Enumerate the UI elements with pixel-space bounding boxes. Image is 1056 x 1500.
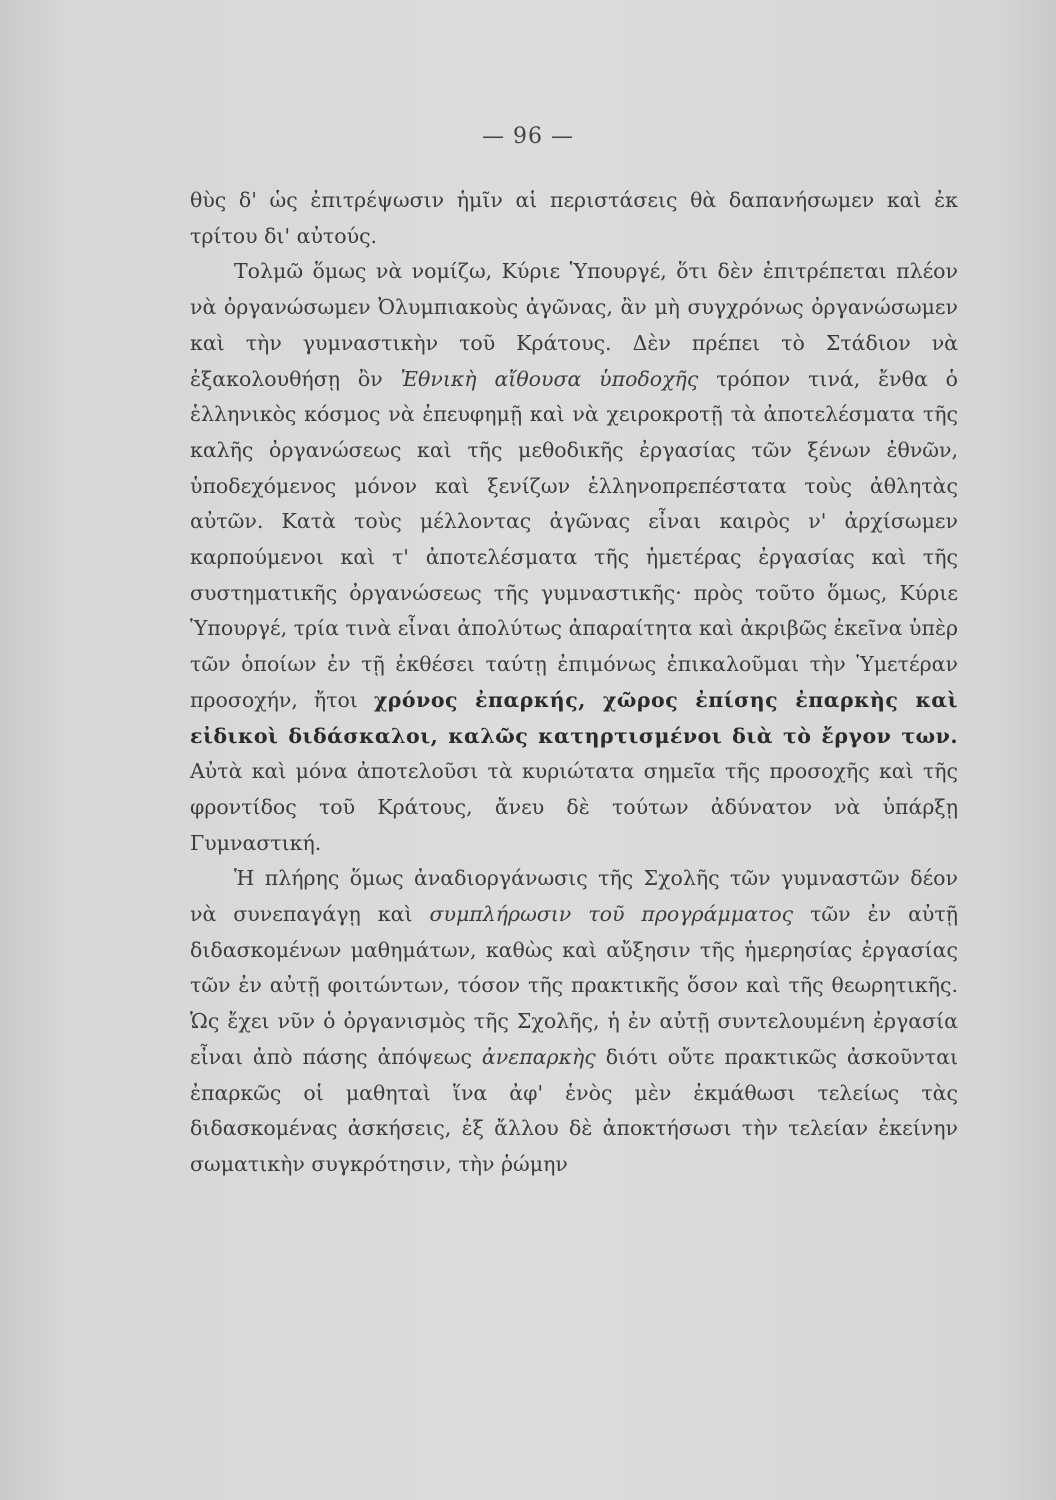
paragraph-3-text: τῶν ἐν αὐτῇ διδασκομένων μαθημάτων, καθὼς καὶ αὔξησιν τῆς ἡμερησίας ἐργασίας τῶν ἐν αὐτῇ φοιτώντων, τόσον τῆς πρακτικῆς ὅσον καὶ τῆς θεωρητικῆς. Ὡς ἔχει νῦν ὁ ὀργανισμὸς τῆς Σχολῆς, ἡ ἐν αὐτῇ συντελουμένη ἐργασία εἶναι ἀπὸ πάσης ἀπόψεως xyxy=(190,902,958,1069)
italic-phrase: συμπλήρωσιν τοῦ προγράμματος xyxy=(429,902,794,927)
bold-emphasis: χρόνος ἐπαρκής, χῶρος ἐπίσης ἐπαρκὴς καὶ εἰδικοὶ διδάσκαλοι, καλῶς κατηρτισμένοι διὰ τὸ ἔργον των. xyxy=(190,687,959,748)
paragraph-2-text: Αὐτὰ καὶ μόνα ἀποτελοῦσι τὰ κυριώτατα σημεῖα τῆς προσοχῆς καὶ τῆς φροντίδος τοῦ Κράτους, ἄνευ δὲ τούτων ἀδύνατον νὰ ὑπάρξῃ Γυμναστική. xyxy=(190,759,958,855)
paragraph-3-text: διότι οὔτε πρακτικῶς ἀσκοῦνται ἐπαρκῶς οἱ μαθηταὶ ἵνα ἀφ' ἑνὸς μὲν ἐκμάθωσι τελείως τὰς διδασκομένας ἀσκήσεις, ἐξ ἄλλου δὲ ἀποκτήσωσι τὴν τελείαν ἐκείνην σωματικὴν συγκρότησιν, τὴν ῥώμην xyxy=(190,1044,958,1176)
paragraph-2 xyxy=(190,254,958,861)
italic-phrase: ἀνεπαρκὴς xyxy=(481,1044,596,1069)
paragraph-2-text: τρόπον τινά, ἔνθα ὁ ἑλληνικὸς κόσμος νὰ ἐπευφημῇ καὶ νὰ χειροκροτῇ τὰ ἀποτελέσματα τῆς καλῆς ὀργανώσεως καὶ τῆς μεθοδικῆς ἐργασίας τῶν ξένων ἐθνῶν, ὑποδεχόμενος μόνον καὶ ξενίζων ἑλληνοπρεπέστατα τοὺς ἀθλητὰς αὐτῶν. Κατὰ τοὺς μέλλοντας ἀγῶνας εἶναι καιρὸς ν' ἀρχίσωμεν καρπούμενοι καὶ τ' ἀποτελέσματα τῆς ἡμετέρας ἐργασίας καὶ τῆς συστηματικῆς ὀργανώσεως τῆς γυμναστικῆς· πρὸς τοῦτο ὅμως, Κύριε Ὑπουργέ, τρία τινὰ εἶναι ἀπολύτως ἀπαραίτητα καὶ ἀκριβῶς ἐκεῖνα ὑπὲρ τῶν ὁποίων ἐν τῇ ἐκθέσει ταύτῃ ἐπιμόνως ἐπικαλοῦμαι τὴν Ὑμετέραν προσοχήν, ἤτοι xyxy=(190,366,958,712)
page-number: — 96 — xyxy=(482,124,574,149)
paragraph-2-text: Τολμῶ ὅμως νὰ νομίζω, Κύριε Ὑπουργέ, ὅτι δὲν ἐπιτρέπεται πλέον νὰ ὀργανώσωμεν Ὀλυμπιακοὺς ἀγῶνας, ἂν μὴ συγχρόνως ὀργανώσωμεν καὶ τὴν γυμναστικὴν τοῦ Κράτους. Δὲν πρέπει τὸ Στάδιον νὰ ἐξακολουθήσῃ ὂν xyxy=(190,259,958,391)
italic-phrase: Ἐθνικὴ αἴθουσα ὑποδοχῆς xyxy=(400,366,699,391)
paragraph-3-text: Ἡ πλήρης ὅμως ἀναδιοργάνωσις τῆς Σχολῆς τῶν γυμναστῶν δέον νὰ συνεπαγάγῃ καὶ xyxy=(190,866,958,927)
paragraph-1: θὺς δ' ὡς ἐπιτρέψωσιν ἡμῖν αἱ περιστάσεις θὰ δαπανήσωμεν καὶ ἐκ τρίτου δι' αὐτούς. xyxy=(190,188,958,248)
body-text xyxy=(190,183,958,1183)
paragraph-3 xyxy=(190,861,958,1182)
